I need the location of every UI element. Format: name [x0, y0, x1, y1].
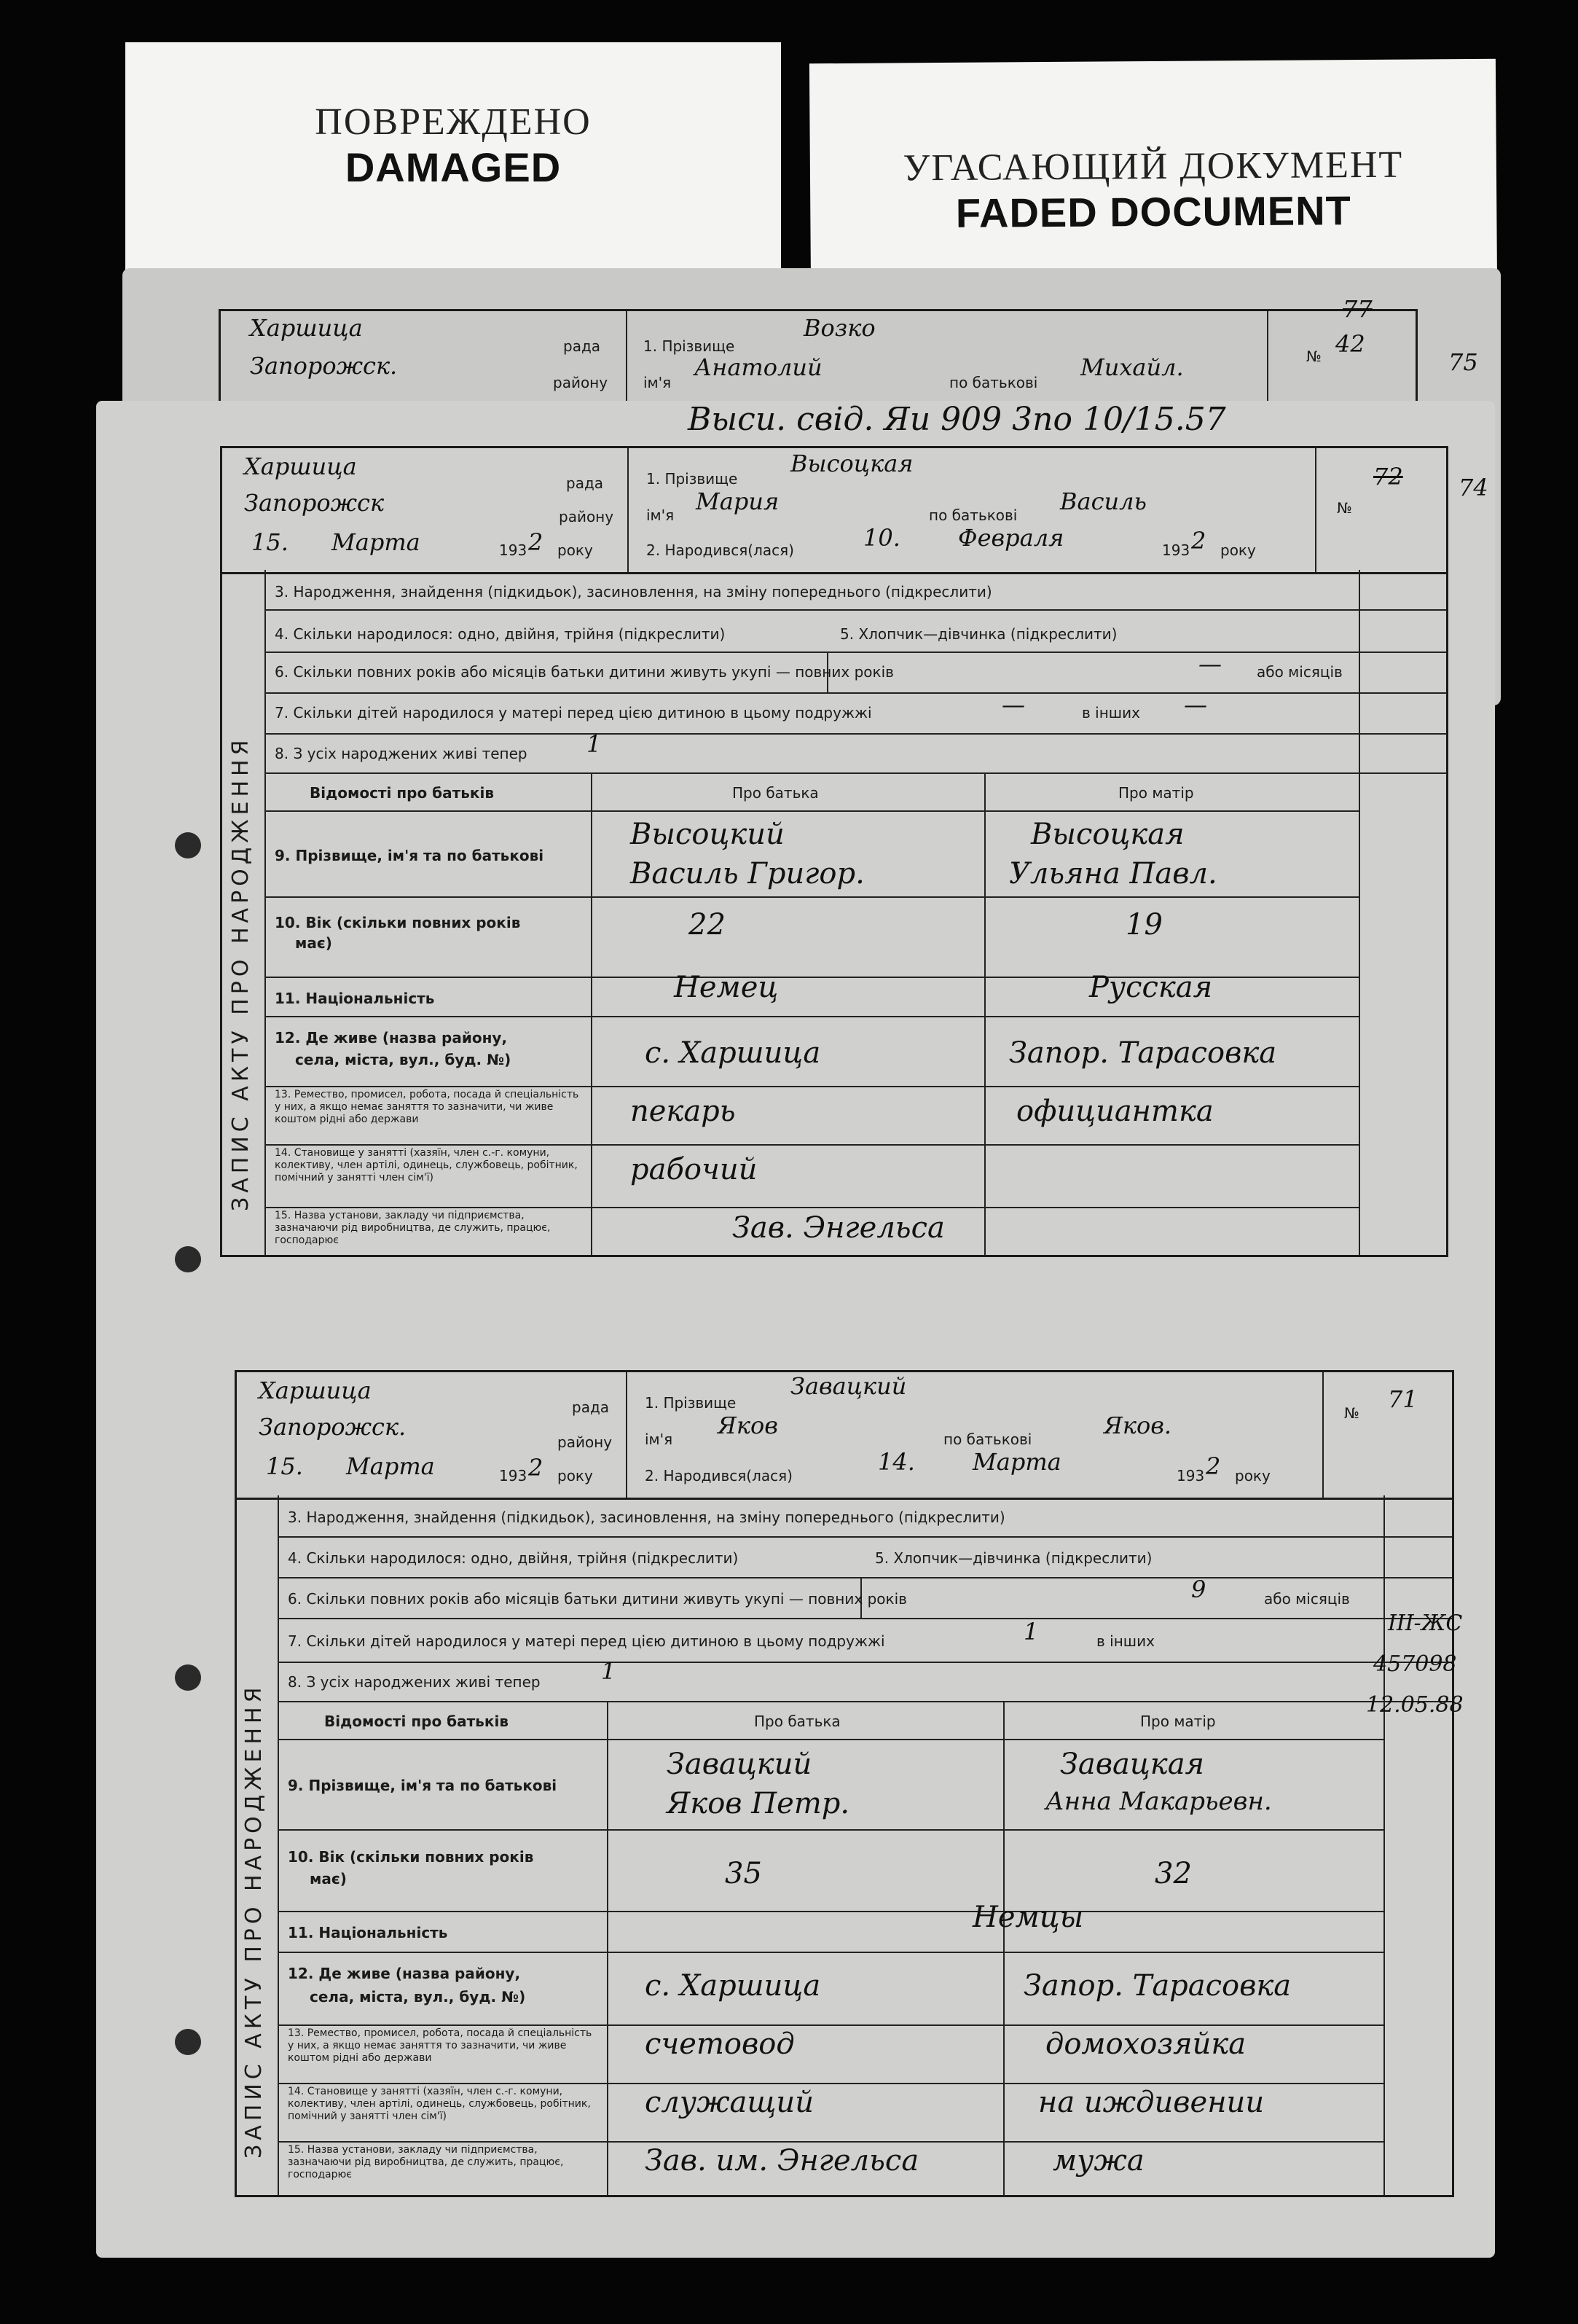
- record1-village: Харшица: [244, 453, 357, 480]
- record1-number: 72: [1373, 463, 1403, 490]
- record1-f8-alive: 1: [586, 730, 602, 758]
- record1-mother-age: 19: [1126, 908, 1163, 942]
- front-sheet: [96, 401, 1495, 2258]
- record2-mother-head: Про матір: [1140, 1713, 1216, 1730]
- record2-f11: 11. Національність: [288, 1924, 448, 1941]
- record1-father-name: Василь Григор.: [630, 857, 865, 891]
- record2-f10b: має): [310, 1870, 347, 1887]
- punch-hole: [175, 2029, 201, 2055]
- record1-mother-surname: Высоцкая: [1031, 818, 1185, 851]
- record2-margin2: 457098: [1373, 1651, 1457, 1677]
- record1-birth-day: 10.: [863, 524, 900, 552]
- record1-mother-occ: официантка: [1016, 1095, 1214, 1128]
- record2-mother-name: Анна Макарьевн.: [1045, 1787, 1272, 1816]
- record1-f12b: села, міста, вул., буд. №): [295, 1051, 511, 1068]
- record1-corner: 74: [1459, 474, 1488, 501]
- faded-label: [809, 59, 1497, 297]
- record2-birth-day: 14.: [878, 1448, 915, 1476]
- back-raionu: району: [553, 374, 608, 391]
- faded-label-ru: УГАСАЮЩИЙ ДОКУМЕНТ: [903, 144, 1404, 189]
- record1-f6-months-label: або місяців: [1257, 663, 1343, 681]
- record2-mother-occ: домохозяйка: [1045, 2027, 1247, 2061]
- punch-hole: [175, 1664, 201, 1691]
- record1-f12a: 12. Де живе (назва району,: [275, 1029, 508, 1046]
- record2-born-label: 2. Народився(лася): [645, 1467, 793, 1484]
- record2-f10a: 10. Вік (скільки повних років: [288, 1848, 534, 1866]
- back-surname: Возко: [804, 314, 876, 342]
- record2-f12b: села, міста, вул., буд. №): [310, 1988, 526, 2006]
- record1-f5: 5. Хлопчик—дівчинка (підкреслити): [840, 625, 1118, 643]
- record1-f7-other-label: в інших: [1082, 704, 1140, 721]
- punch-hole: [175, 832, 201, 858]
- record2-surname: Завацкий: [790, 1372, 907, 1400]
- record1-reg-year: 2: [528, 528, 543, 556]
- damaged-label-en: DAMAGED: [345, 144, 562, 190]
- record2-f3: 3. Народження, знайдення (підкидьок), засиновлення, на зміну попереднього (підкреслити): [288, 1509, 1005, 1526]
- record2-mother-age: 32: [1155, 1857, 1192, 1890]
- record1-num-label: №: [1337, 499, 1352, 517]
- back-village: Харшица: [250, 314, 363, 342]
- record2-nat: Немцы: [973, 1901, 1084, 1934]
- record2-f8-alive: 1: [601, 1657, 616, 1685]
- record2-reg-day: 15.: [266, 1452, 303, 1480]
- record1-birth-roku: року: [1220, 541, 1256, 559]
- record2-f7: 7. Скільки дітей народилося у матері перед цією дитиною в цьому подружжі: [288, 1632, 885, 1650]
- record2-father-head: Про батька: [754, 1713, 841, 1730]
- record2-father-work: Зав. им. Энгельса: [645, 2144, 919, 2178]
- record1-birth-year: 2: [1191, 527, 1206, 555]
- record2-number: 71: [1388, 1385, 1418, 1413]
- back-strike: 77: [1343, 295, 1373, 323]
- record1-header: [220, 446, 1448, 574]
- record2-year-prefix: 193: [499, 1467, 527, 1484]
- record2-father-surname: Завацкий: [667, 1748, 812, 1781]
- record2-father-name: Яков Петр.: [667, 1787, 850, 1820]
- record2-f15: 15. Назва установи, закладу чи підприємства, зазначаючи рід виробництва, де служить, працює, господарює: [288, 2144, 564, 2180]
- record2-name-label: ім'я: [645, 1431, 673, 1448]
- back-surname-label: 1. Прізвище: [643, 337, 735, 355]
- record1-f13: 13. Ремество, промисел, робота, посада й спеціальність у них, а якщо немає заняття то зазначити, чи живе коштом рідні або держави: [275, 1089, 579, 1125]
- record2-mother-work: мужа: [1053, 2144, 1145, 2178]
- record1-patr-label: по батькові: [929, 506, 1018, 524]
- record2-f8: 8. З усіх народжених живі тепер: [288, 1673, 541, 1691]
- record2-reg-month: Марта: [346, 1452, 435, 1480]
- record1-f7-other: —: [1184, 691, 1207, 719]
- record1-f6-years: —: [1198, 650, 1222, 678]
- record2-f7-here: 1: [1024, 1618, 1039, 1646]
- record2-f9: 9. Прізвище, ім'я та по батькові: [288, 1777, 557, 1794]
- record2-father-occ: счетовод: [645, 2027, 795, 2061]
- record1-father-nat: Немец: [674, 971, 779, 1004]
- record2-f6-months-label: або місяців: [1264, 1590, 1350, 1608]
- record2-margin3: 12.05.88: [1366, 1692, 1464, 1718]
- back-name: Анатолий: [694, 353, 823, 381]
- record2-district: Запорожск.: [259, 1413, 407, 1441]
- record2-f7-other-label: в інших: [1096, 1632, 1155, 1650]
- record1-mother-nat: Русская: [1089, 971, 1213, 1004]
- record1-body: [220, 570, 1448, 1257]
- back-corner: 75: [1448, 348, 1478, 376]
- back-patr-label: по батькові: [949, 374, 1038, 391]
- record2-father-age: 35: [725, 1857, 762, 1890]
- record2-margin1: III-ЖС: [1388, 1611, 1463, 1636]
- record2-raionu: району: [557, 1433, 613, 1451]
- record1-f4: 4. Скільки народилося: одно, двійня, трійня (підкреслити): [275, 625, 726, 643]
- record1-patronymic: Василь: [1060, 488, 1147, 515]
- record1-name: Мария: [696, 488, 780, 515]
- faded-label-en: FADED DOCUMENT: [955, 187, 1351, 236]
- back-district: Запорожск.: [250, 352, 398, 380]
- record2-village: Харшица: [259, 1377, 372, 1404]
- record2-f12a: 12. Де живе (назва району,: [288, 1965, 521, 1982]
- record2-patronymic: Яков.: [1104, 1412, 1172, 1439]
- back-name-label: ім'я: [643, 374, 672, 391]
- record1-birth-month: Февраля: [958, 524, 1064, 552]
- record2-mother-addr: Запор. Тарасовка: [1024, 1969, 1292, 2003]
- record2-f6: 6. Скільки повних років або місяців батьки дитини живуть укупі — повних років: [288, 1590, 907, 1608]
- record2-mother-status: на иждивении: [1038, 2086, 1265, 2119]
- record2-side-title: ЗАПИС АКТУ ПРО НАРОДЖЕННЯ: [241, 1683, 267, 2159]
- record1-f14: 14. Становище у занятті (хазяїн, член с.-г. комуни, колективу, член артілі, одинець, службовець, робітник, помічний у занятті член сім'ї): [275, 1147, 578, 1183]
- record1-f15: 15. Назва установи, закладу чи підприємства, зазначаючи рід виробництва, де служить, працює, господарює: [275, 1210, 551, 1246]
- record1-side-title: ЗАПИС АКТУ ПРО НАРОДЖЕННЯ: [228, 735, 254, 1211]
- record1-reg-month: Марта: [331, 528, 420, 556]
- record1-district: Запорожск: [244, 489, 385, 517]
- record2-parents-head: Відомості про батьків: [324, 1713, 509, 1730]
- record2-rada: рада: [572, 1398, 610, 1416]
- record1-f3: 3. Народження, знайдення (підкидьок), засиновлення, на зміну попереднього (підкреслити): [275, 583, 992, 600]
- record2-mother-surname: Завацкая: [1060, 1748, 1205, 1781]
- record1-reg-day: 15.: [251, 528, 288, 556]
- damaged-label-ru: ПОВРЕЖДЕНО: [315, 101, 592, 143]
- record2-surname-label: 1. Прізвище: [645, 1394, 737, 1412]
- back-number: 42: [1335, 330, 1365, 358]
- record1-f11: 11. Національність: [275, 990, 435, 1007]
- record2-name: Яков: [718, 1412, 778, 1439]
- record2-header: [235, 1370, 1454, 1500]
- record2-reg-year: 2: [528, 1454, 543, 1482]
- record2-father-addr: с. Харшица: [645, 1969, 821, 2003]
- record1-f10a: 10. Вік (скільки повних років: [275, 914, 521, 931]
- record1-f9: 9. Прізвище, ім'я та по батькові: [275, 847, 544, 864]
- record2-birth-year: 2: [1206, 1452, 1221, 1480]
- record2-father-status: служащий: [645, 2086, 814, 2119]
- record1-surname: Высоцкая: [790, 450, 914, 477]
- record1-f7-here: —: [1002, 691, 1025, 719]
- record2-patr-label: по батькові: [943, 1431, 1032, 1448]
- record1-mother-addr: Запор. Тарасовка: [1009, 1036, 1277, 1070]
- record2-roku: року: [557, 1467, 593, 1484]
- record2-f6-years: 9: [1191, 1576, 1206, 1603]
- record1-f7: 7. Скільки дітей народилося у матері перед цією дитиною в цьому подружжі: [275, 704, 872, 721]
- record1-raionu: району: [559, 508, 614, 525]
- record2-f13: 13. Ремество, промисел, робота, посада й спеціальність у них, а якщо немає заняття то зазначити, чи живе коштом рідні або держави: [288, 2027, 592, 2064]
- record1-rada: рада: [566, 474, 604, 492]
- record1-father-work: Зав. Энгельса: [732, 1211, 945, 1245]
- record1-father-surname: Высоцкий: [630, 818, 785, 851]
- record2-f4: 4. Скільки народилося: одно, двійня, трійня (підкреслити): [288, 1549, 739, 1567]
- back-patronymic: Михайл.: [1080, 353, 1184, 381]
- damaged-label: [125, 42, 781, 283]
- back-num-label: №: [1306, 348, 1322, 365]
- record2-num-label: №: [1344, 1404, 1359, 1422]
- record1-f6: 6. Скільки повних років або місяців батьки дитини живуть укупі — повних років: [275, 663, 894, 681]
- record1-father-head: Про батька: [732, 784, 819, 802]
- record1-father-age: 22: [688, 908, 726, 942]
- record1-father-status: рабочий: [630, 1153, 758, 1186]
- record1-mother-name: Ульяна Павл.: [1009, 857, 1217, 891]
- punch-hole: [175, 1246, 201, 1272]
- record1-born-label: 2. Народився(лася): [646, 541, 794, 559]
- record2-birth-roku: року: [1235, 1467, 1271, 1484]
- note-line: Выси. свід. Яи 909 3по 10/15.57: [688, 401, 1226, 438]
- record2-f5: 5. Хлопчик—дівчинка (підкреслити): [875, 1549, 1153, 1567]
- back-rada: рада: [563, 337, 601, 355]
- record1-name-label: ім'я: [646, 506, 675, 524]
- record1-surname-label: 1. Прізвище: [646, 470, 738, 488]
- record1-father-addr: с. Харшица: [645, 1036, 821, 1070]
- record2-birth-month: Марта: [973, 1448, 1061, 1476]
- record1-roku: року: [557, 541, 593, 559]
- record2-birth-year-prefix: 193: [1177, 1467, 1205, 1484]
- record2-f14: 14. Становище у занятті (хазяїн, член с.-г. комуни, колективу, член артілі, одинець, службовець, робітник, помічний у занятті член сім'ї): [288, 2086, 591, 2122]
- record2-body: [235, 1495, 1464, 2197]
- record1-mother-head: Про матір: [1118, 784, 1194, 802]
- record1-father-occ: пекарь: [630, 1095, 736, 1128]
- record1-birth-year-prefix: 193: [1162, 541, 1190, 559]
- record1-parents-head: Відомості про батьків: [310, 784, 494, 802]
- record1-f10b: має): [295, 934, 332, 952]
- record1-f8: 8. З усіх народжених живі тепер: [275, 745, 527, 762]
- record1-year-prefix: 193: [499, 541, 527, 559]
